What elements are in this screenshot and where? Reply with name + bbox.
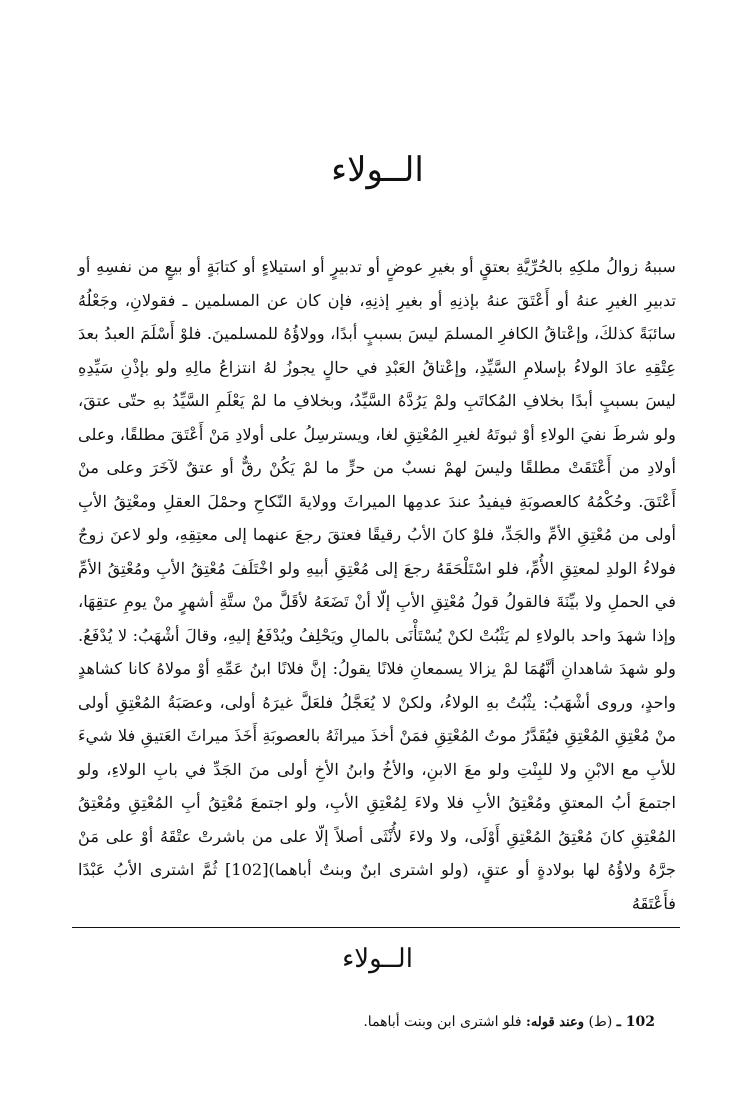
footnote-source: (ط) xyxy=(588,1014,613,1030)
footnote-number: 102 ـ xyxy=(616,1014,655,1030)
footnote-section-heading: الــولاء xyxy=(342,944,413,974)
body-text xyxy=(78,250,676,920)
footnote xyxy=(363,1012,655,1033)
footnote-separator xyxy=(72,927,680,928)
footnote-text: فلو اشترى ابن وبنت أباهما. xyxy=(363,1014,522,1030)
footnote-lead: وعند قوله: xyxy=(526,1015,584,1030)
body-paragraph: سببهُ زوالُ ملكِهِ بالحُرِّيَّةِ بعتقٍ أو بغيرِ عوضٍ أو تدبيرٍ أو استيلاءٍ أو كتابَةٍ أو بيعٍ من نفسِهِ أو تدبيرِ الغيرِ عنهُ أو أَعْتَقَ عنهُ بإذنِهِ أو بغيرِ إذنِهِ، فإن كان عن المسلمين ـ فقولانِ، وجَعْلُهُ سائبَةً كذلكَ، وإعْتاقُ الكافرِ المسلمَ ليسَ بسببٍ أبدًا، وولاؤُهُ للمسلمينَ. فلوْ أَسْلَمَ العبدُ بعدَ عِتْقِهِ عادَ الولاءُ بإسلامِ السَّيِّدِ، وإعْتاقُ العَبْدِ في حالٍ يجوزُ لهُ انتزاعُ مالِهِ ولو بإذْنِ سَيِّدِهِ ليسَ بسببٍ أبدًا بخلافِ المُكاتَبِ ولمْ يَرُدَّهُ السَّيِّدُ، وبخلافِ ما لمْ يَعْلَمِ السَّيِّدُ بهِ حتّى عتقَ، ولو شرطَ نفيَ الولاءِ أوْ ثبوتَهُ لغيرِ المُعْتِقِ لغا، ويسترسِلُ على أولادِ مَنْ أَعْتَقَ مطلقًا، وعلى أولادِ من أَعْتَقَتْ مطلقًا وليسَ لهمْ نسبٌ من حرٍّ ما لمْ يَكُنْ رقٌّ أو عتقٌ لآخَرَ وعلى منْ أَعْتَقَ. وحُكْمُهُ كالعصوبَةِ فيفيدُ عندَ عدمِها الميراثَ وولايةَ النّكاحِ وحمْلَ العقلِ ومعْتِقُ الأبِ أولى من مُعْتِقِ الأمِّ والجَدِّ، فلوْ كانَ الأبُ رقيقًا فعتقَ رجعَ عنهما إلى معتِقِهِ، ولو لاعنَ زوجٌ فولاءُ الولدِ لمعتِقِ الأُمِّ، فلو اسْتَلْحَقَهُ رجعَ إلى مُعْتِقِ أبيهِ ولو اخْتَلَفَ مُعْتِقُ الأبِ ومُعْتِقُ الأمِّ في الحملِ ولا بيِّنَةَ فالقولُ قولُ مُعْتِقِ الأبِ إلّا أنْ تَضَعَهُ لأقَلَّ منْ ستَّةِ أشهرٍ منْ يومِ عتقِهَا، وإذا شهدَ واحد بالولاءِ لم يَثْبُتْ لكنْ يُسْتَأْنَى بالمالِ ويَحْلِفُ ويُدْفَعُ إليهِ، وقالَ أشْهَبُ: لا يُدْفَعُ. ولو شهدَ شاهدانِ أنَّهُمَا لمْ يزالا يسمعانِ فلانًا يقولُ: إنَّ فلانًا ابنُ عَمِّهِ أوْ مولاهُ كانا كشاهدٍ واحدٍ، وروى أشْهَبُ: يثْبُتُ بهِ الولاءُ، ولكنْ لا يُعَجَّلُ فلعَلَّ غيرَهُ أولى، وعصَبَةُ المُعْتِقِ أولى منْ مُعْتِقِ المُعْتِقِ فيُقَدَّرُ موتُ المُعْتِقِ فمَنْ أخذَ ميراثَهُ بالعصوبَةِ أَخَذَ ميراثَ العَتيقِ فلا شيءَ للأبِ مع الابْنِ ولا للبِنْتِ ولو معَ الابنِ، والأخُ وابنُ الأخِ أولى منَ الجَدِّ في بابِ الولاءِ، ولو اجتمعَ أبُ المعتقِ ومُعْتِقُ الأبِ فلا ولاءَ لِمُعْتِقِ الأبِ، ولو اجتمعَ مُعْتِقُ أبِ المُعْتِقِ ومُعْتِقُ المُعْتِقِ كانَ مُعْتِقُ المُعْتِقِ أَوْلَى، ولا ولاءَ لأُنْثَى أصلاً إلّا على من باشرتْ عتْقَهُ أوْ على مَنْ جرَّهُ ولاؤُهُ لها بولادةٍ أو عتقٍ، (ولو اشترى ابنٌ وبنتٌ أباهما)[102] ثُمَّ اشترى الأبُ عَبْدًا فأَعْتَقَهُ xyxy=(78,257,677,913)
chapter-title: الــولاء xyxy=(331,150,424,190)
